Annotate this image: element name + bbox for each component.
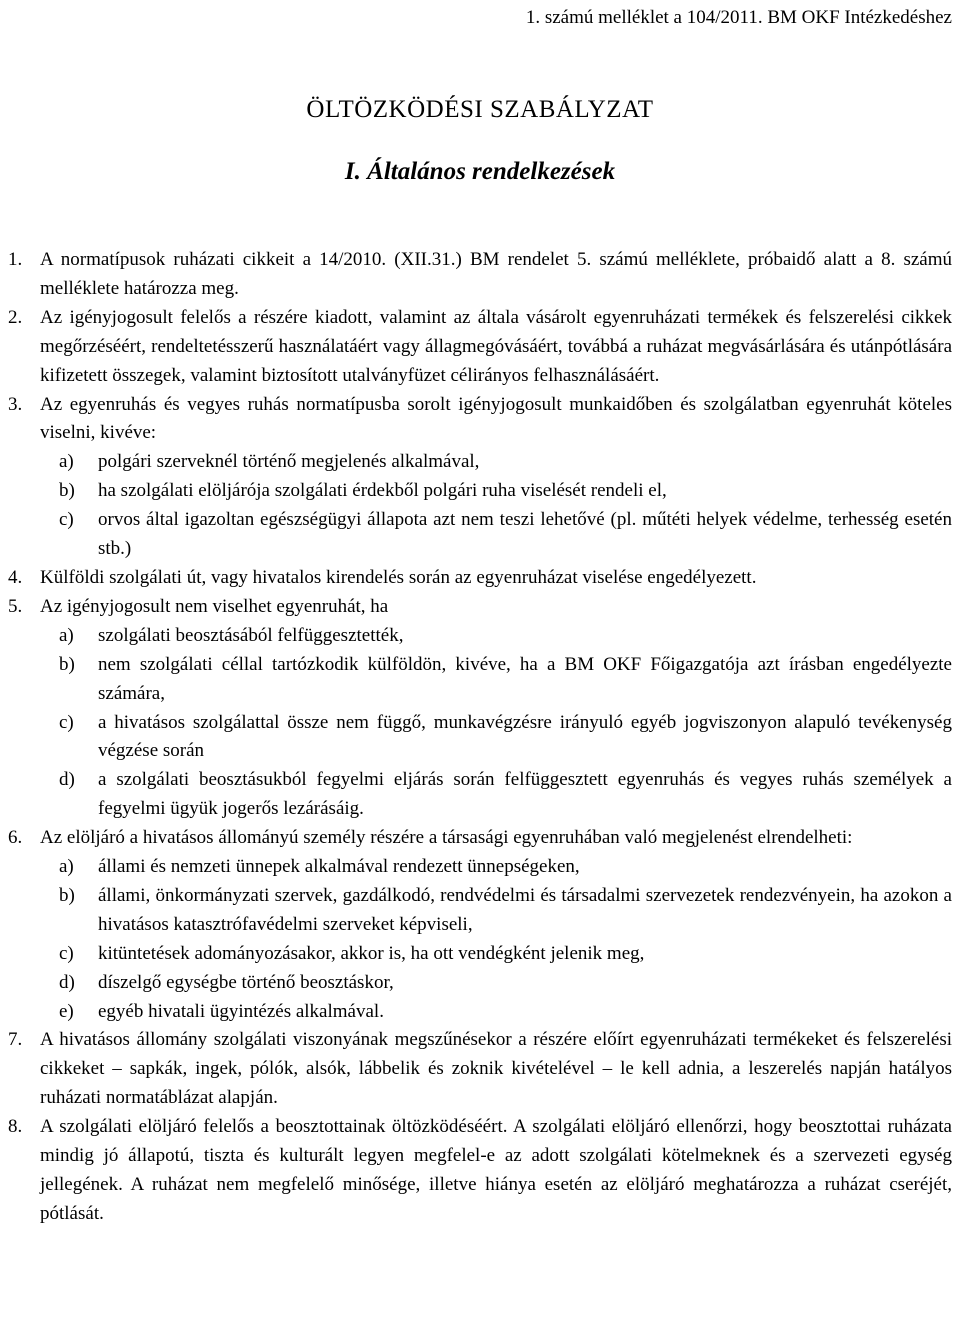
- sub-item-text: állami és nemzeti ünnepek alkalmával rendezett ünnepségeken,: [98, 856, 580, 878]
- list-item: [8, 246, 952, 304]
- item-number: 4.: [8, 566, 23, 588]
- sub-item: [8, 506, 952, 564]
- item-number: 2.: [8, 306, 23, 328]
- item-text: A normatípusok ruházati cikkeit a 14/2010. (XII.31.) BM rendelet 5. számú melléklete, próbaidő alatt a 8. számú melléklete határozza meg.: [40, 249, 952, 299]
- sub-item-letter: c): [59, 509, 74, 531]
- sub-item: [8, 940, 952, 969]
- sub-item-letter: d): [59, 769, 75, 791]
- sub-item: [8, 709, 952, 767]
- sub-item: [8, 477, 952, 506]
- item-text: Az elöljáró a hivatásos állományú személy részére a társasági egyenruhában való megjelenést elrendelheti:: [40, 827, 853, 849]
- item-text: A hivatásos állomány szolgálati viszonyának megszűnésekor a részére előírt egyenruházati termékeket és felszerelési cikkeket – sapkák, ingek, pólók, alsók, lábbelik és zoknik kivételével – le kell adnia, a leszerelés napján hatályos ruházati normatáblázat alapján.: [40, 1029, 952, 1109]
- list-item: [8, 1113, 952, 1229]
- sub-item: [8, 448, 952, 477]
- sub-item-letter: a): [59, 451, 74, 473]
- sub-item-letter: b): [59, 884, 75, 906]
- item-number: 5.: [8, 595, 23, 617]
- item-text: Az igényjogosult nem viselhet egyenruhát, ha: [40, 595, 389, 617]
- list-item: [8, 1026, 952, 1113]
- sub-item-letter: d): [59, 971, 75, 993]
- sub-item-letter: a): [59, 624, 74, 646]
- sub-item-text: a szolgálati beosztásukból fegyelmi eljárás során felfüggesztett egyenruhás és vegyes ruhás személyek a fegyelmi ügyük jogerős lezárásáig.: [98, 769, 952, 820]
- sub-item: [8, 969, 952, 998]
- sub-item-text: a hivatásos szolgálattal össze nem függő, munkavégzésre irányuló egyéb jogviszonyon alapuló tevékenység végzése során: [98, 711, 952, 762]
- item-number: 8.: [8, 1116, 23, 1138]
- sub-item-letter: c): [59, 942, 74, 964]
- sub-item-letter: a): [59, 856, 74, 878]
- item-text: A szolgálati elöljáró felelős a beosztottainak öltözködéséért. A szolgálati elöljáró ellenőrzi, hogy beosztottai ruházata mindig jó állapotú, tiszta és kulturált legyen megfelel-e az adott szolgálati kötelmeknek és a szervezeti egység jellegének. A ruházat nem megfelelő minősége, illetve hiánya esetén az elöljáró meghatározza a ruházat cseréjét, pótlását.: [40, 1116, 952, 1224]
- sub-item: [8, 853, 952, 882]
- document-header: 1. számú melléklet a 104/2011. BM OKF Intézkedéshez: [525, 7, 952, 28]
- sub-item-letter: e): [59, 1000, 74, 1022]
- item-number: 3.: [8, 393, 23, 415]
- list-item: [8, 824, 952, 853]
- sub-item: [8, 882, 952, 940]
- regulation-list: [8, 246, 952, 1229]
- section-title: I. Általános rendelkezések: [344, 158, 616, 185]
- sub-item-letter: b): [59, 480, 75, 502]
- item-text: Külföldi szolgálati út, vagy hivatalos kirendelés során az egyenruházat viselése engedélyezett.: [40, 566, 757, 588]
- sub-item-text: szolgálati beosztásából felfüggesztették,: [98, 624, 404, 646]
- sub-item-text: kitüntetések adományozásakor, akkor is, ha ott vendégként jelenik meg,: [98, 942, 645, 964]
- item-number: 6.: [8, 827, 23, 849]
- sub-item-letter: c): [59, 711, 74, 733]
- document-title: ÖLTÖZKÖDÉSI SZABÁLYZAT: [306, 96, 654, 123]
- item-number: 7.: [8, 1029, 23, 1051]
- list-item: [8, 304, 952, 391]
- sub-item: [8, 766, 952, 824]
- sub-item-text: nem szolgálati céllal tartózkodik külföldön, kivéve, ha a BM OKF Főigazgatója azt írásban engedélyezte számára,: [98, 653, 952, 704]
- sub-item-text: állami, önkormányzati szervek, gazdálkodó, rendvédelmi és társadalmi szervezetek rendezvényein, ha azokon a hivatásos katasztrófavédelmi szerveket képviseli,: [98, 884, 952, 935]
- item-text: Az igényjogosult felelős a részére kiadott, valamint az általa vásárolt egyenruházati termékek és felszerelési cikkek megőrzéséért, rendeltetésszerű használatáért vagy állagmegóvásáért, továbbá a ruházat megvásárlására és utánpótlására kifizetett összegek, valamint biztosított utalványfüzet célirányos felhasználásáért.: [40, 306, 952, 386]
- sub-item: [8, 622, 952, 651]
- list-item: [8, 564, 952, 593]
- sub-item-text: díszelgő egységbe történő beosztáskor,: [98, 971, 394, 993]
- list-item: [8, 391, 952, 449]
- sub-item-text: polgári szerveknél történő megjelenés alkalmával,: [98, 451, 480, 473]
- sub-item-text: egyéb hivatali ügyintézés alkalmával.: [98, 1000, 384, 1022]
- sub-item: [8, 998, 952, 1027]
- list-item: [8, 593, 952, 622]
- sub-item-letter: b): [59, 653, 75, 675]
- sub-item-text: orvos által igazoltan egészségügyi állapota azt nem teszi lehetővé (pl. műtéti helyek védelme, terhesség esetén stb.): [98, 509, 952, 560]
- sub-item: [8, 651, 952, 709]
- item-number: 1.: [8, 249, 23, 270]
- item-text: Az egyenruhás és vegyes ruhás normatípusba sorolt igényjogosult munkaidőben és szolgálatban egyenruhát köteles viselni, kivéve:: [40, 393, 952, 444]
- sub-item-text: ha szolgálati elöljárója szolgálati érdekből polgári ruha viselését rendeli el,: [98, 480, 667, 502]
